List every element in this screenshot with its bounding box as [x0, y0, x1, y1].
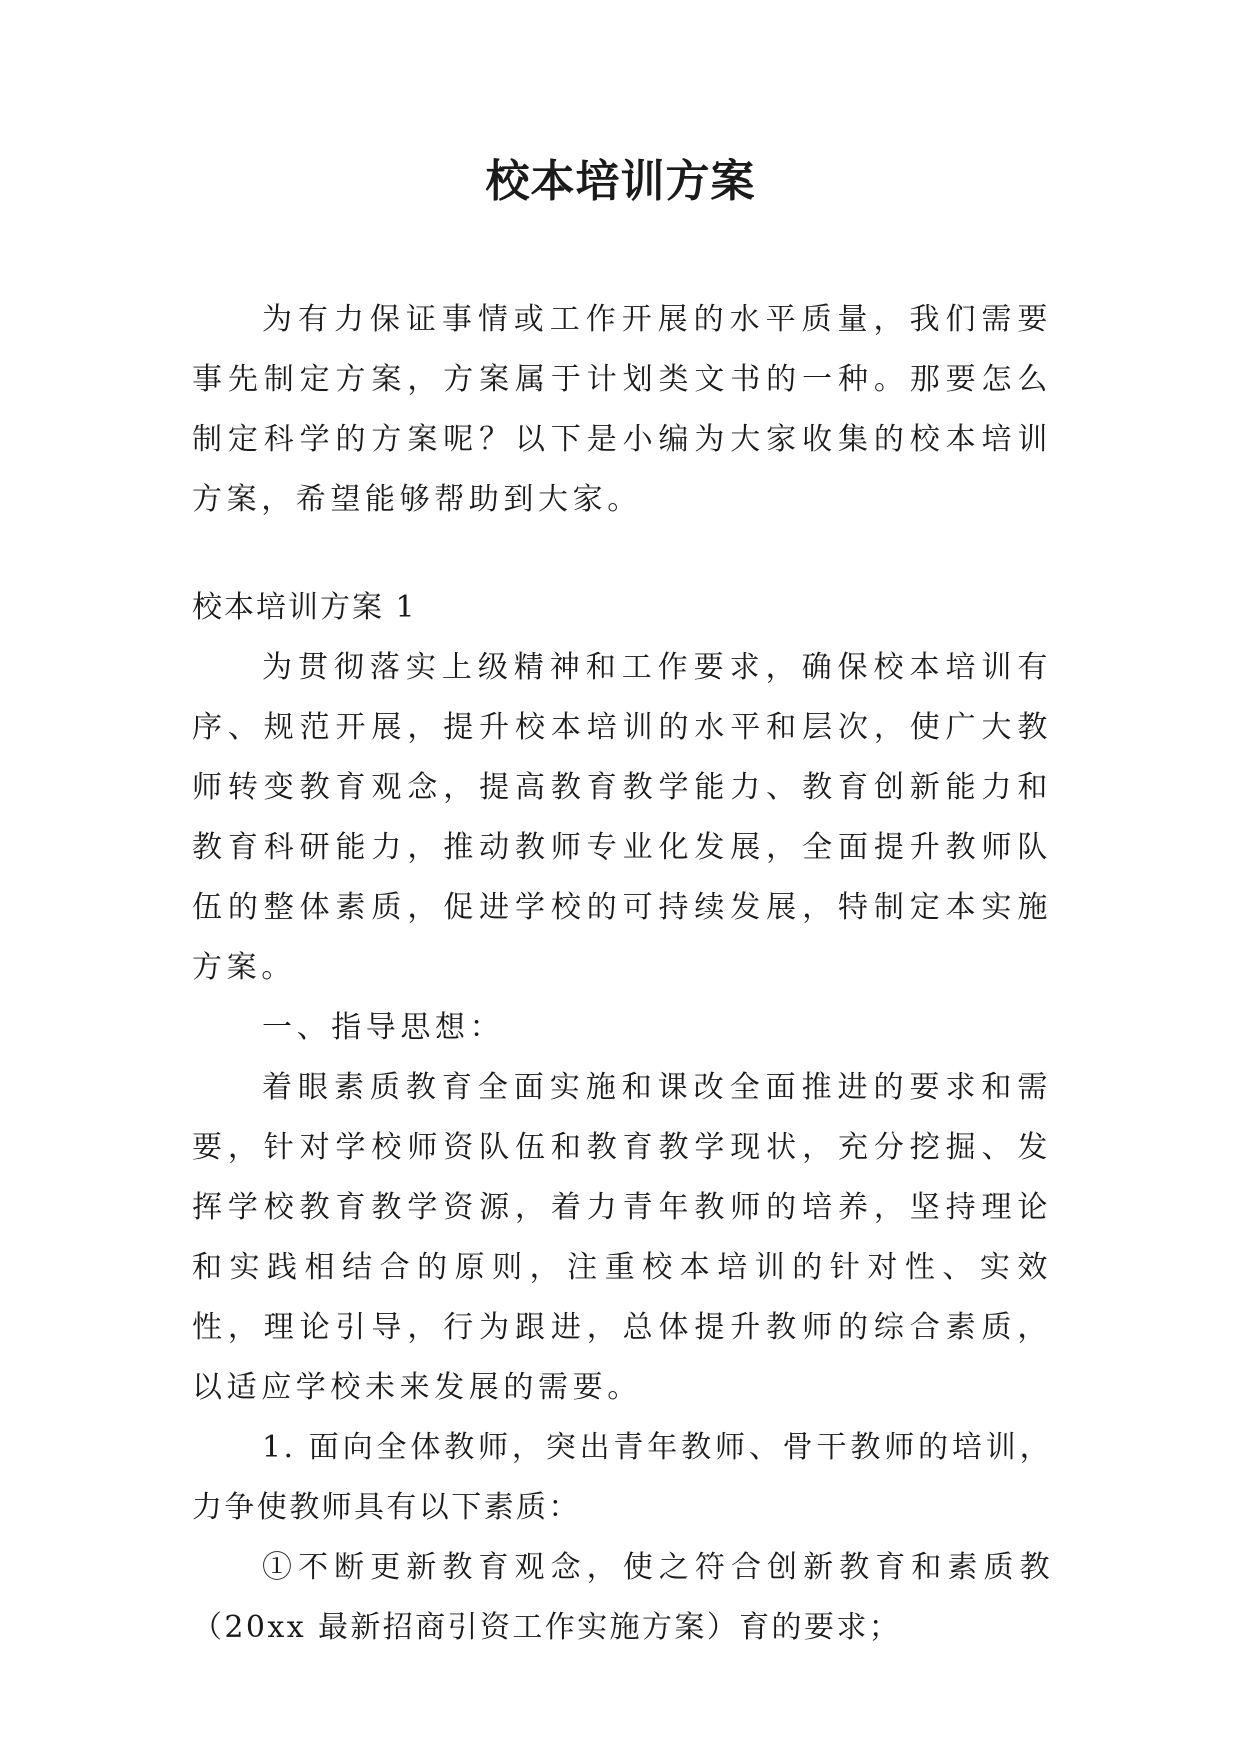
intro-paragraph: 为有力保证事情或工作开展的水平质量，我们需要事先制定方案，方案属于计划类文书的一种。那要怎么制定科学的方案呢？以下是小编为大家收集的校本培训方案，希望能够帮助到大家。: [192, 302, 1052, 517]
paragraph-purpose: 为贯彻落实上级精神和工作要求，确保校本培训有序、规范开展，提升校本培训的水平和层次，使广大教师转变教育观念，提高教育教学能力、教育创新能力和教育科研能力，推动教师专业化发展，全面提升教师队伍的整体素质，促进学校的可持续发展，特制定本实施方案。: [192, 650, 1052, 985]
section-heading: 校本培训方案 1: [192, 590, 417, 625]
document-title: 校本培训方案: [485, 156, 756, 207]
paragraph-guiding-thought: 着眼素质教育全面实施和课改全面推进的要求和需要，针对学校师资队伍和教育教学现状，充分挖掘、发挥学校教育教学资源，着力青年教师的培养，坚持理论和实践相结合的原则，注重校本培训的针对性、实效性，理论引导，行为跟进，总体提升教师的综合素质，以适应学校未来发展的需要。: [192, 1070, 1052, 1405]
paragraph-item-1: 1. 面向全体教师，突出青年教师、骨干教师的培训，力争使教师具有以下素质：: [192, 1430, 1052, 1525]
document-body: [192, 290, 1052, 1658]
paragraph-guiding-heading: 一、指导思想：: [262, 1010, 505, 1045]
paragraph-item-1-a: ①不断更新教育观念，使之符合创新教育和素质教（20xx 最新招商引资工作实施方案）育的要求；: [192, 1550, 1052, 1645]
